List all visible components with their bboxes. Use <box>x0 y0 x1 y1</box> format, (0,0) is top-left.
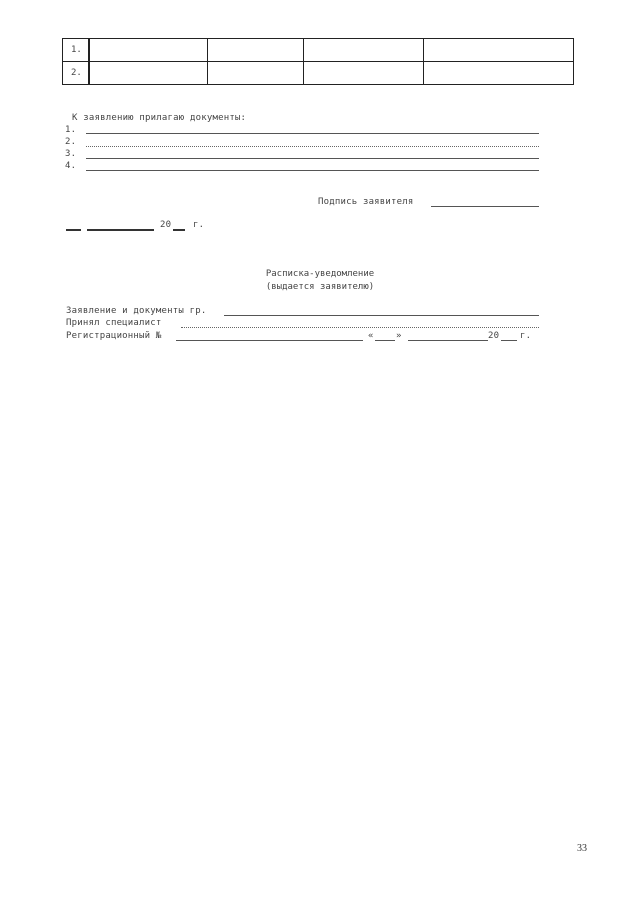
applicants-table <box>62 38 574 85</box>
date-month-line[interactable] <box>87 229 154 231</box>
receipt-month-line[interactable] <box>408 340 488 341</box>
attachment-item-number: 4. <box>65 161 77 171</box>
attachment-item-number: 2. <box>65 137 77 147</box>
receipt-suffix: г. <box>520 331 532 341</box>
date-suffix: г. <box>193 220 205 230</box>
receipt-year-line[interactable] <box>501 340 517 341</box>
date-year-line[interactable] <box>173 229 185 231</box>
page-number: 33 <box>577 843 587 854</box>
date-day-line[interactable] <box>66 229 81 231</box>
table-cell[interactable] <box>424 62 574 85</box>
receipt-reg-label: Регистрационный № <box>66 331 162 341</box>
signature-label: Подпись заявителя <box>318 197 414 207</box>
receipt-title: Расписка-уведомление <box>265 269 375 279</box>
receipt-docs-line[interactable] <box>224 315 539 316</box>
receipt-docs-label: Заявление и документы гр. <box>66 306 207 316</box>
table-cell[interactable] <box>304 39 424 62</box>
receipt-day-line[interactable] <box>375 340 395 341</box>
table-cell: 1. <box>63 39 89 62</box>
signature-line[interactable] <box>431 206 539 207</box>
table-cell[interactable] <box>304 62 424 85</box>
attachments-heading: К заявлению прилагаю документы: <box>72 113 247 123</box>
table-cell[interactable] <box>424 39 574 62</box>
table-cell: 2. <box>63 62 89 85</box>
table-cell[interactable] <box>89 39 208 62</box>
receipt-reg-number-line[interactable] <box>176 340 363 341</box>
table-cell[interactable] <box>208 62 304 85</box>
attachment-line-2[interactable] <box>86 146 539 147</box>
attachment-item-number: 3. <box>65 149 77 159</box>
attachment-line-3[interactable] <box>86 158 539 159</box>
receipt-year-label: 20 <box>488 331 500 341</box>
table-row <box>63 39 574 62</box>
table-row <box>63 62 574 85</box>
attachment-line-1[interactable] <box>86 133 539 134</box>
attachment-line-4[interactable] <box>86 170 539 171</box>
receipt-subtitle: (выдается заявителю) <box>265 282 375 292</box>
receipt-quote-open: « <box>368 331 374 341</box>
date-year-label: 20 <box>160 220 172 230</box>
table-cell[interactable] <box>89 62 208 85</box>
receipt-accepted-label: Принял специалист <box>66 318 162 328</box>
table-cell[interactable] <box>208 39 304 62</box>
receipt-accepted-line[interactable] <box>181 327 539 328</box>
attachment-item-number: 1. <box>65 125 77 135</box>
receipt-quote-close: » <box>396 331 402 341</box>
